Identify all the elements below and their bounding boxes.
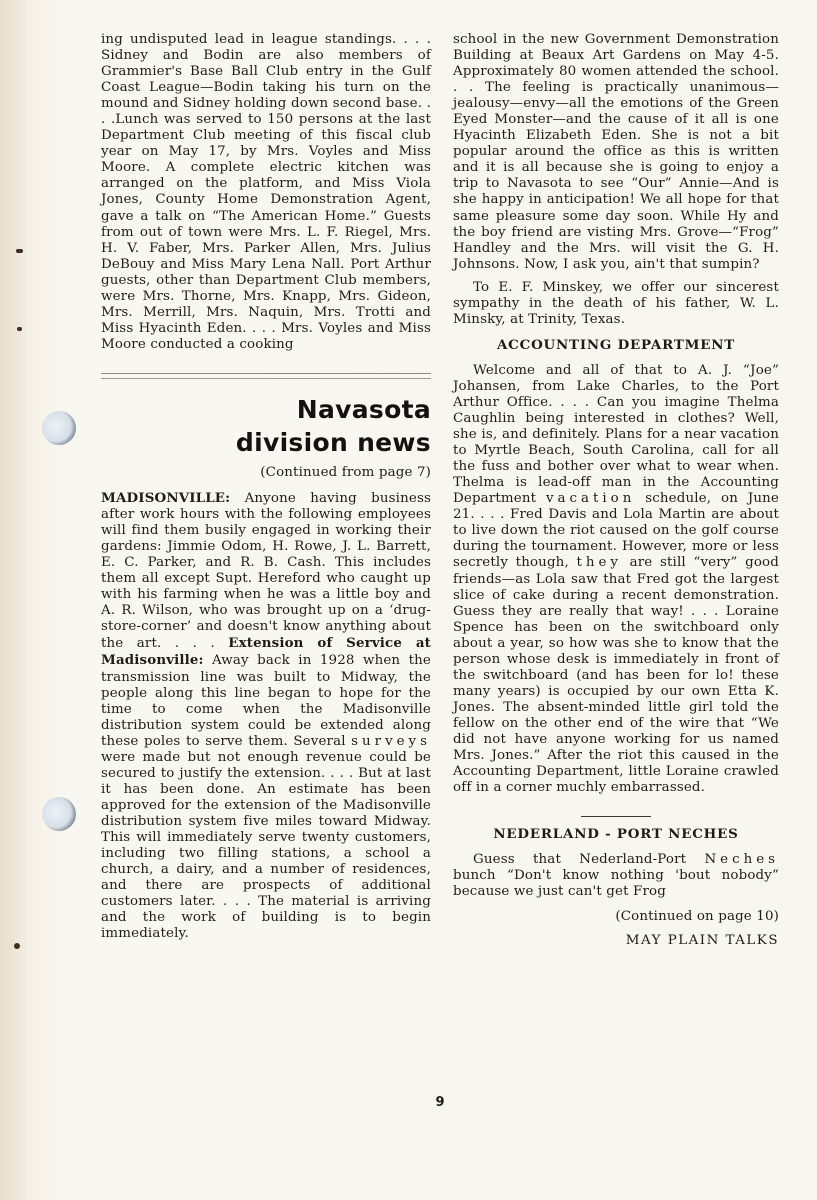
madisonville-text-2: Away back in 1928 when the transmission line was built to Midway, the people along this line began to hope for the time to come when the Madisonville distribution system could be extended along these poles to serve them. Several <box>101 653 431 749</box>
masthead-line-1: Navasota <box>296 394 431 424</box>
paper-speck <box>17 327 22 331</box>
nederland-text-2: bunch “Don't know nothing 'bout nobody” because we just can't get Frog <box>453 868 779 900</box>
madisonville-lead: MADISONVILLE: <box>101 489 231 506</box>
madisonville-text-1: Anyone having business after work hours with the following employees will find them busily engaged in working their gardens: Jimmie Odom, H. Rowe, J. L. Barrett, E. C. Parker, and R. B. Cash. This includes them all except Supt. Hereford who caught up with his farming when he was a little boy and A. R. Wilson, who was brought up on a ‘drug-store-corner’ and doesn't know anything about the art. . . . <box>101 490 431 652</box>
madisonville-text-3: were made but not enough revenue could be secured to justify the extension. . . . But at last it has been done. An estimate has been approved for the extension of the Madisonville distribution system five miles toward Midway. This will immediately serve twenty customers, including two filling stations, a school a church, a dairy, and a number of residences, and there are prospects of additional customers later. . . . The material is arriving and the work of building is to begin immediately. <box>101 749 431 942</box>
right-column <box>453 32 779 949</box>
accounting-text-2: schedule, on June 21. . . . Fred Davis and Lola Martin are about to live down the riot caused on the golf course during the tournament. However, more or less secretly though, <box>453 491 779 571</box>
continued-on-note: (Continued on page 10) <box>615 909 779 925</box>
page-number: 9 <box>435 1095 445 1110</box>
spaced-word: surveys <box>351 733 431 749</box>
navasota-masthead <box>101 393 431 459</box>
accounting-text-1: Welcome and all of that to A. J. “Joe” Johansen, from Lake Charles, to the Port Arthur Office. . . . Can you imagine Thelma Caughlin being interested in clothes? Well, she is, and definitely. Plans for a near vacation to Myrtle Beach, South Carolina, call for all the fuss and bother over what to wear when. Thelma is lead-off man in the Accounting Department <box>453 362 779 507</box>
club-news-continuation: ing undisputed lead in league standings. . . . Sidney and Bodin are also members of Grammier's Base Ball Club entry in the Gulf Coast League—Bodin taking his turn on the mound and Sidney holding down second base. . . .Lunch was served to 150 persons at the last Department Club meeting of this fiscal club year on May 17, by Mrs. Voyles and Miss Moore. A complete electric kitchen was arranged on the platform, and Miss Viola Jones, County Home Demonstration Agent, gave a talk on “The American Home.” Guests from out of town were Mrs. L. F. Riegel, Mrs. H. V. Faber, Mrs. Parker Allen, Mrs. Julius DeBouy and Miss Mary Lena Nall. Port Arthur guests, other than Department Club members, were Mrs. Thorne, Mrs. Knapp, Mrs. Gideon, Mrs. Merrill, Mrs. Naquin, Mrs. Trotti and Miss Hyacinth Eden. . . . Mrs. Voyles and Miss Moore conducted a cooking <box>101 32 431 352</box>
nederland-text-1: Guess that Nederland-Port <box>473 852 705 868</box>
paper-speck <box>14 943 20 949</box>
nederland-article <box>453 852 779 900</box>
section-divider <box>101 373 431 379</box>
port-arthur-continuation: school in the new Government Demonstration Building at Beaux Art Gardens on May 4-5. Approximately 80 women attended the school. . . The feeling is practically unanimous—jealousy—envy—all the emotions of the Green Eyed Monster—and the cause of it all is one Hyacinth Elizabeth Eden. She is not a bit popular around the office as this is written and it is all because she is going to enjoy a trip to Navasota to see “Our” Annie—And is she happy in anticipation! We all hope for that same pleasure some day soon. While Hy and the boy friend are visting Mrs. Grove—“Frog” Handley and the Mrs. will visit the G. H. Johnsons. Now, I ask you, ain't that sumpin? <box>453 32 779 272</box>
continued-from-note: (Continued from page 7) <box>260 464 431 480</box>
accounting-heading: ACCOUNTING DEPARTMENT <box>496 336 736 353</box>
spaced-word: vacation <box>545 491 636 507</box>
left-column <box>101 32 431 942</box>
accounting-text-3: are still “very” good friends—as Lola saw that Fred got the largest slice of cake during a recent demonstration. Guess they are really that way! . . . Loraine Spence has been on the switchboard only about a year, so how was she to know that the person whose desk is immediately in front of the switchboard (and has been for lo! these many years) is occupied by our own Etta K. Jones. The absent-minded little girl told the fellow on the other end of the wire that “We did not have anyone working for us named Mrs. Jones.” After the riot this caused in the Accounting Department, little Loraine crawled off in a corner muchly embarrassed. <box>453 555 779 796</box>
sympathy-note: To E. F. Minskey, we offer our sincerest sympathy in the death of his father, W. L. Minsky, at Trinity, Texas. <box>453 279 779 327</box>
masthead-line-2: division news <box>235 427 431 457</box>
paper-speck <box>16 249 23 253</box>
binder-hole-icon <box>42 411 76 445</box>
binder-margin-shadow <box>0 0 30 1200</box>
binder-hole-icon <box>42 797 76 831</box>
spaced-word: they <box>576 555 622 571</box>
madisonville-article <box>101 490 431 942</box>
spaced-word: Neches <box>704 852 779 868</box>
publication-footer: MAY PLAIN TALKS <box>625 933 779 949</box>
accounting-article <box>453 363 779 796</box>
short-divider <box>581 816 651 817</box>
extension-subhead: Extension of Service at Madisonville: <box>101 635 431 669</box>
nederland-heading: NEDERLAND - PORT NECHES <box>493 826 739 843</box>
